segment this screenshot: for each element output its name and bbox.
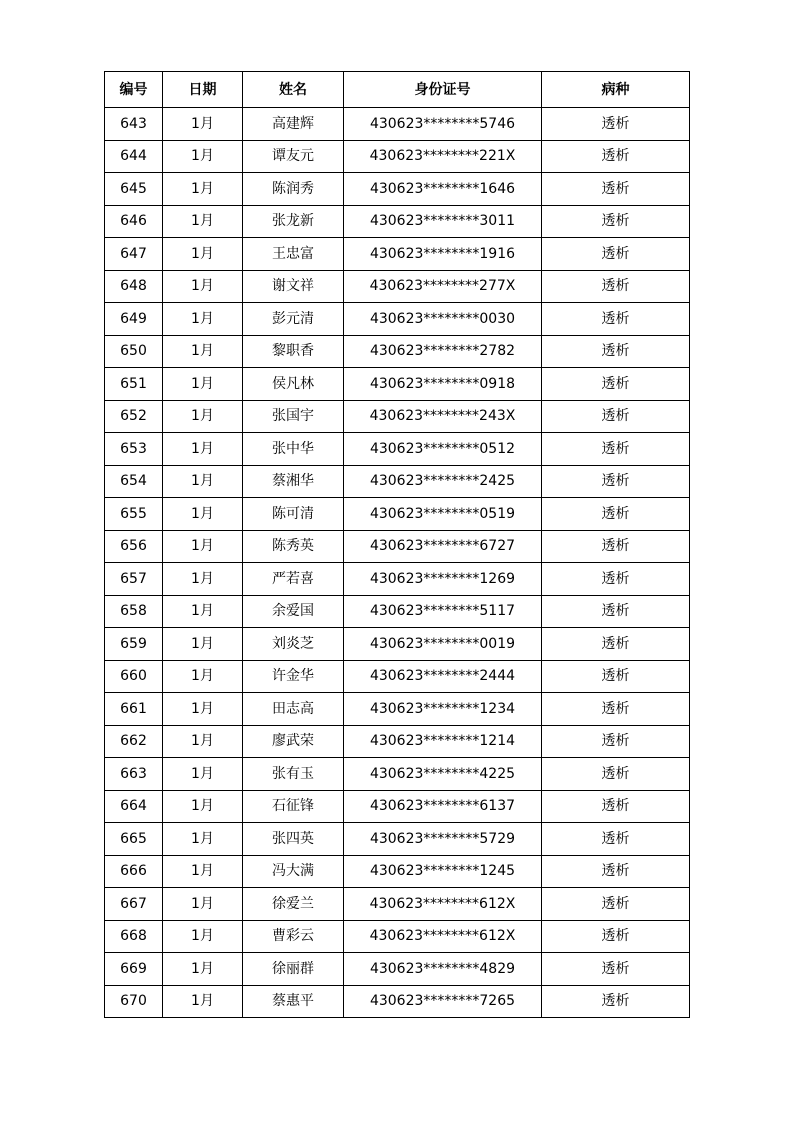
cell-name: 高建辉 — [243, 108, 344, 141]
table-row — [105, 693, 690, 726]
cell-disease-type: 透析 — [542, 400, 690, 433]
cell-number: 663 — [105, 758, 163, 791]
cell-number: 652 — [105, 400, 163, 433]
cell-date: 1月 — [163, 628, 243, 661]
cell-number: 650 — [105, 335, 163, 368]
cell-disease-type: 透析 — [542, 530, 690, 563]
cell-date: 1月 — [163, 920, 243, 953]
cell-date: 1月 — [163, 140, 243, 173]
cell-id-number: 430623********243X — [344, 400, 542, 433]
table-row — [105, 953, 690, 986]
cell-disease-type: 透析 — [542, 758, 690, 791]
cell-id-number: 430623********5746 — [344, 108, 542, 141]
table-row — [105, 823, 690, 856]
table-row — [105, 400, 690, 433]
cell-disease-type: 透析 — [542, 725, 690, 758]
cell-date: 1月 — [163, 563, 243, 596]
cell-id-number: 430623********612X — [344, 888, 542, 921]
cell-date: 1月 — [163, 823, 243, 856]
cell-id-number: 430623********1234 — [344, 693, 542, 726]
cell-disease-type: 透析 — [542, 335, 690, 368]
cell-name: 廖武荣 — [243, 725, 344, 758]
cell-id-number: 430623********0512 — [344, 433, 542, 466]
cell-disease-type: 透析 — [542, 108, 690, 141]
cell-name: 侯凡林 — [243, 368, 344, 401]
cell-number: 668 — [105, 920, 163, 953]
cell-number: 655 — [105, 498, 163, 531]
cell-number: 660 — [105, 660, 163, 693]
cell-id-number: 430623********277X — [344, 270, 542, 303]
cell-disease-type: 透析 — [542, 173, 690, 206]
cell-date: 1月 — [163, 595, 243, 628]
cell-name: 刘炎芝 — [243, 628, 344, 661]
cell-number: 661 — [105, 693, 163, 726]
cell-id-number: 430623********2444 — [344, 660, 542, 693]
cell-date: 1月 — [163, 400, 243, 433]
cell-disease-type: 透析 — [542, 433, 690, 466]
table-row — [105, 205, 690, 238]
table-row — [105, 108, 690, 141]
patient-table — [104, 71, 690, 1018]
cell-number: 649 — [105, 303, 163, 336]
cell-number: 643 — [105, 108, 163, 141]
table-row — [105, 238, 690, 271]
header-number: 编号 — [105, 72, 163, 108]
cell-disease-type: 透析 — [542, 595, 690, 628]
table-row — [105, 725, 690, 758]
cell-date: 1月 — [163, 888, 243, 921]
cell-number: 653 — [105, 433, 163, 466]
cell-date: 1月 — [163, 238, 243, 271]
cell-disease-type: 透析 — [542, 693, 690, 726]
cell-date: 1月 — [163, 725, 243, 758]
cell-number: 662 — [105, 725, 163, 758]
cell-disease-type: 透析 — [542, 855, 690, 888]
cell-date: 1月 — [163, 108, 243, 141]
cell-date: 1月 — [163, 953, 243, 986]
table-row — [105, 660, 690, 693]
cell-number: 644 — [105, 140, 163, 173]
cell-id-number: 430623********5729 — [344, 823, 542, 856]
cell-id-number: 430623********1245 — [344, 855, 542, 888]
cell-number: 647 — [105, 238, 163, 271]
table-row — [105, 335, 690, 368]
header-disease-type: 病种 — [542, 72, 690, 108]
cell-disease-type: 透析 — [542, 985, 690, 1018]
cell-id-number: 430623********0918 — [344, 368, 542, 401]
cell-date: 1月 — [163, 173, 243, 206]
cell-date: 1月 — [163, 660, 243, 693]
cell-disease-type: 透析 — [542, 628, 690, 661]
cell-number: 656 — [105, 530, 163, 563]
header-id-number: 身份证号 — [344, 72, 542, 108]
cell-name: 冯大满 — [243, 855, 344, 888]
cell-disease-type: 透析 — [542, 303, 690, 336]
cell-number: 658 — [105, 595, 163, 628]
cell-name: 张中华 — [243, 433, 344, 466]
cell-date: 1月 — [163, 693, 243, 726]
cell-name: 陈秀英 — [243, 530, 344, 563]
cell-disease-type: 透析 — [542, 888, 690, 921]
table-row — [105, 368, 690, 401]
table-row — [105, 595, 690, 628]
cell-id-number: 430623********4225 — [344, 758, 542, 791]
patient-table-container — [104, 71, 689, 1018]
cell-date: 1月 — [163, 335, 243, 368]
cell-date: 1月 — [163, 855, 243, 888]
cell-date: 1月 — [163, 758, 243, 791]
table-row — [105, 173, 690, 206]
cell-name: 石征锋 — [243, 790, 344, 823]
table-row — [105, 433, 690, 466]
table-row — [105, 270, 690, 303]
cell-number: 648 — [105, 270, 163, 303]
cell-date: 1月 — [163, 205, 243, 238]
header-name: 姓名 — [243, 72, 344, 108]
cell-disease-type: 透析 — [542, 953, 690, 986]
cell-name: 蔡惠平 — [243, 985, 344, 1018]
cell-disease-type: 透析 — [542, 660, 690, 693]
cell-name: 张龙新 — [243, 205, 344, 238]
cell-id-number: 430623********6727 — [344, 530, 542, 563]
cell-disease-type: 透析 — [542, 498, 690, 531]
table-row — [105, 303, 690, 336]
header-date: 日期 — [163, 72, 243, 108]
table-row — [105, 855, 690, 888]
cell-id-number: 430623********0519 — [344, 498, 542, 531]
cell-name: 谭友元 — [243, 140, 344, 173]
table-row — [105, 758, 690, 791]
cell-disease-type: 透析 — [542, 465, 690, 498]
cell-number: 657 — [105, 563, 163, 596]
cell-number: 667 — [105, 888, 163, 921]
cell-name: 陈可清 — [243, 498, 344, 531]
cell-date: 1月 — [163, 465, 243, 498]
cell-date: 1月 — [163, 270, 243, 303]
cell-name: 蔡湘华 — [243, 465, 344, 498]
cell-disease-type: 透析 — [542, 563, 690, 596]
cell-date: 1月 — [163, 433, 243, 466]
cell-name: 张国宇 — [243, 400, 344, 433]
cell-id-number: 430623********3011 — [344, 205, 542, 238]
cell-date: 1月 — [163, 790, 243, 823]
cell-name: 徐爱兰 — [243, 888, 344, 921]
cell-name: 曹彩云 — [243, 920, 344, 953]
cell-number: 664 — [105, 790, 163, 823]
table-body — [105, 108, 690, 1018]
cell-disease-type: 透析 — [542, 205, 690, 238]
cell-disease-type: 透析 — [542, 920, 690, 953]
cell-id-number: 430623********5117 — [344, 595, 542, 628]
cell-id-number: 430623********2782 — [344, 335, 542, 368]
table-row — [105, 498, 690, 531]
table-row — [105, 140, 690, 173]
cell-name: 陈润秀 — [243, 173, 344, 206]
table-row — [105, 530, 690, 563]
cell-number: 665 — [105, 823, 163, 856]
cell-name: 徐丽群 — [243, 953, 344, 986]
table-header-row — [105, 72, 690, 108]
cell-number: 646 — [105, 205, 163, 238]
table-row — [105, 985, 690, 1018]
cell-name: 王忠富 — [243, 238, 344, 271]
cell-id-number: 430623********6137 — [344, 790, 542, 823]
cell-date: 1月 — [163, 498, 243, 531]
cell-name: 彭元清 — [243, 303, 344, 336]
cell-name: 严若喜 — [243, 563, 344, 596]
cell-date: 1月 — [163, 303, 243, 336]
table-row — [105, 628, 690, 661]
cell-number: 666 — [105, 855, 163, 888]
cell-name: 许金华 — [243, 660, 344, 693]
table-row — [105, 790, 690, 823]
cell-number: 654 — [105, 465, 163, 498]
cell-disease-type: 透析 — [542, 140, 690, 173]
cell-id-number: 430623********1269 — [344, 563, 542, 596]
cell-name: 田志高 — [243, 693, 344, 726]
cell-id-number: 430623********1646 — [344, 173, 542, 206]
cell-name: 黎职香 — [243, 335, 344, 368]
cell-id-number: 430623********0019 — [344, 628, 542, 661]
cell-disease-type: 透析 — [542, 790, 690, 823]
cell-number: 651 — [105, 368, 163, 401]
cell-id-number: 430623********1214 — [344, 725, 542, 758]
cell-id-number: 430623********612X — [344, 920, 542, 953]
table-row — [105, 563, 690, 596]
cell-date: 1月 — [163, 985, 243, 1018]
cell-disease-type: 透析 — [542, 823, 690, 856]
table-row — [105, 888, 690, 921]
cell-id-number: 430623********4829 — [344, 953, 542, 986]
table-row — [105, 920, 690, 953]
cell-id-number: 430623********221X — [344, 140, 542, 173]
cell-name: 张四英 — [243, 823, 344, 856]
table-row — [105, 465, 690, 498]
cell-disease-type: 透析 — [542, 368, 690, 401]
cell-date: 1月 — [163, 368, 243, 401]
cell-number: 669 — [105, 953, 163, 986]
cell-name: 谢文祥 — [243, 270, 344, 303]
cell-id-number: 430623********7265 — [344, 985, 542, 1018]
cell-number: 659 — [105, 628, 163, 661]
cell-name: 张有玉 — [243, 758, 344, 791]
cell-id-number: 430623********0030 — [344, 303, 542, 336]
cell-disease-type: 透析 — [542, 270, 690, 303]
cell-number: 645 — [105, 173, 163, 206]
cell-name: 余爱国 — [243, 595, 344, 628]
cell-date: 1月 — [163, 530, 243, 563]
cell-id-number: 430623********1916 — [344, 238, 542, 271]
cell-id-number: 430623********2425 — [344, 465, 542, 498]
cell-number: 670 — [105, 985, 163, 1018]
cell-disease-type: 透析 — [542, 238, 690, 271]
